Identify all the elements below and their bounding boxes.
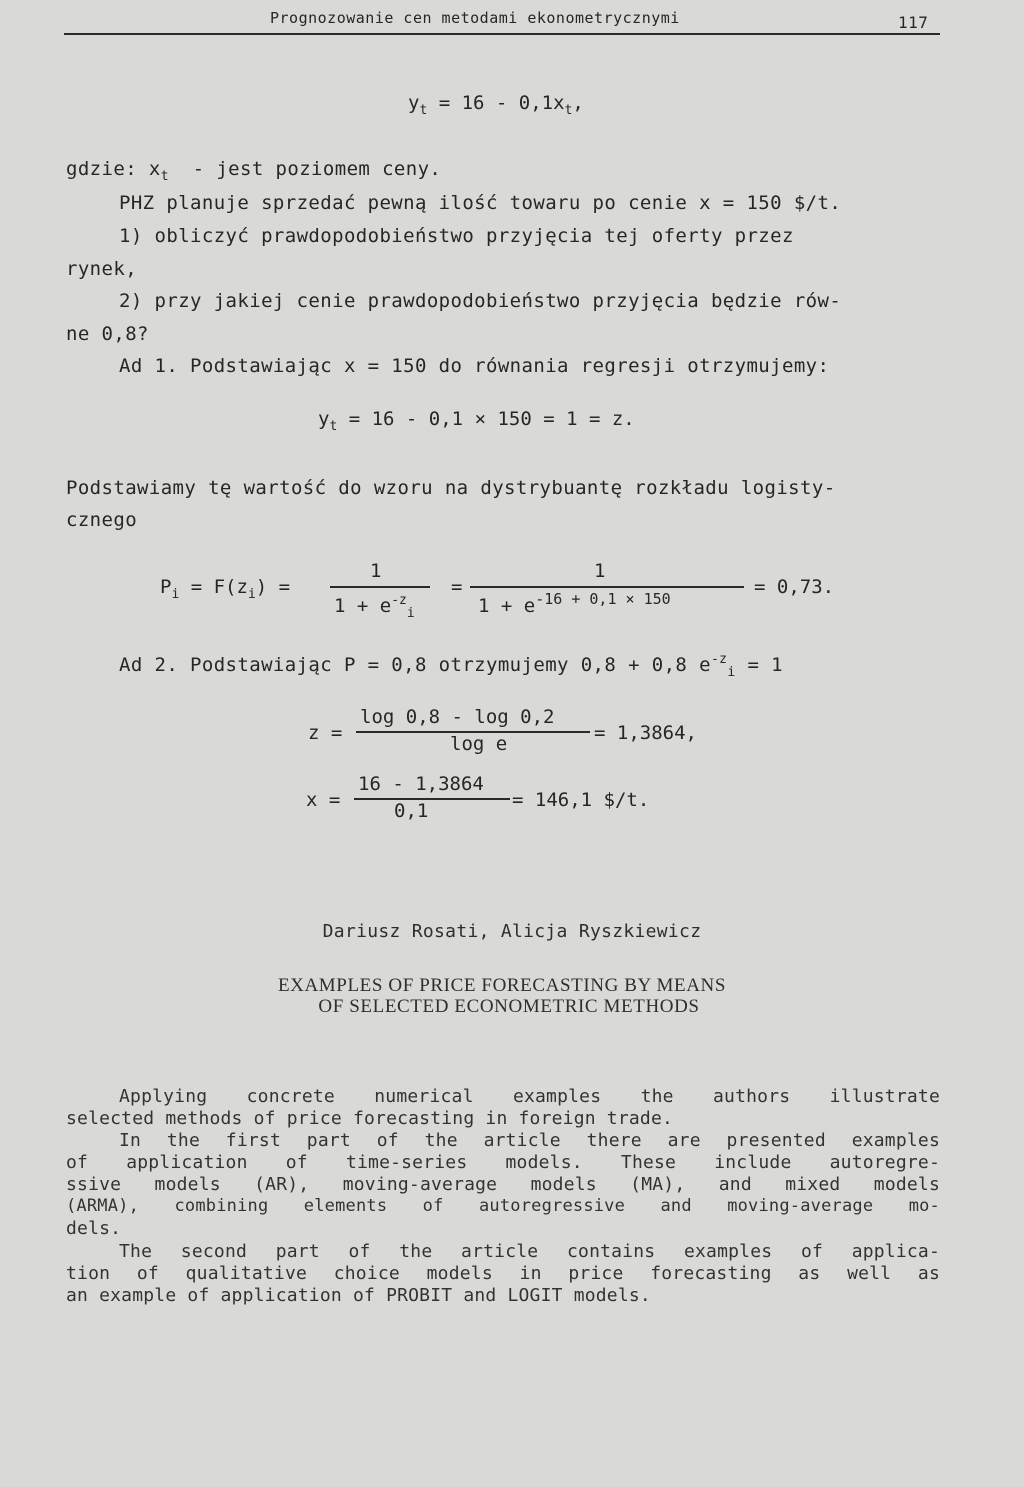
summary-title-line-1: EXAMPLES OF PRICE FORECASTING BY MEANS bbox=[277, 975, 727, 996]
fraction-1-bar bbox=[330, 586, 430, 588]
equation-5-numerator: 16 - 1,3864 bbox=[358, 773, 484, 795]
abstract-line: an example of application of PROBIT and LOGIT models. bbox=[66, 1285, 651, 1306]
equation-5-bar bbox=[354, 798, 510, 800]
fraction-2-denominator: $1 + e^{-16 + 0,1 \times 150}$ bbox=[478, 590, 671, 617]
equation-4-result: = 1,3864, bbox=[594, 722, 697, 744]
page-number: 117 bbox=[898, 13, 929, 32]
abstract-line: of application of time-series models. These include autoregre- bbox=[66, 1152, 940, 1173]
equation-5-result: = 146,1 $/t. bbox=[512, 789, 650, 811]
abstract-line: In the first part of the article there are presented examples bbox=[119, 1130, 940, 1151]
fraction-1-numerator: 1 bbox=[370, 560, 382, 582]
equation-2: $y_t = 16 - 0,1 \times 150 = 1 = z$. bbox=[318, 408, 635, 434]
header-rule bbox=[64, 33, 940, 35]
answer-2-intro: Ad 2. Podstawiając P = 0,8 otrzymujemy 0,8 + 0,8 $e^{-z}_i = 1$ bbox=[119, 652, 784, 680]
fraction-2-numerator: 1 bbox=[594, 560, 606, 582]
question-2-line-2: ne 0,8? bbox=[66, 323, 149, 345]
equation-1: $y_t = 16 - 0,1x_t$, bbox=[408, 92, 584, 118]
paragraph-logistic-line-1: Podstawiamy tę wartość do wzoru na dystrybuantę rozkładu logisty- bbox=[66, 477, 836, 499]
question-2-line-1: 2) przy jakiej cenie prawdopodobieństwo przyjęcia będzie rów- bbox=[119, 290, 842, 312]
equals-sign: = bbox=[451, 576, 463, 598]
abstract-line: dels. bbox=[66, 1218, 122, 1239]
abstract-line: (ARMA), combining elements of autoregressive and moving-average mo- bbox=[66, 1196, 940, 1216]
fraction-2-bar bbox=[470, 586, 744, 588]
paragraph-phz: PHZ planuje sprzedać pewną ilość towaru po cenie x = 150 $/t. bbox=[119, 192, 842, 214]
question-1-line-2: rynek, bbox=[66, 258, 138, 280]
running-title: Prognozowanie cen metodami ekonometrycznymi bbox=[270, 9, 680, 27]
answer-1-intro: Ad 1. Podstawiając x = 150 do równania regresji otrzymujemy: bbox=[119, 355, 830, 377]
equation-4-numerator: log 0,8 - log 0,2 bbox=[360, 706, 555, 728]
equation-3-result: = 0,73. bbox=[754, 576, 835, 598]
where-clause: gdzie: $x_t$ - jest poziomem ceny. bbox=[66, 158, 442, 184]
abstract-line: Applying concrete numerical examples the authors illustrate bbox=[119, 1086, 940, 1107]
summary-authors: Dariusz Rosati, Alicja Ryszkiewicz bbox=[322, 921, 702, 942]
equation-4-denominator: log e bbox=[450, 733, 508, 755]
abstract-line: The second part of the article contains examples of applica- bbox=[119, 1241, 940, 1262]
abstract-line: tion of qualitative choice models in price forecasting as well as bbox=[66, 1263, 940, 1284]
abstract-line: ssive models (AR), moving-average models (MA), and mixed models bbox=[66, 1174, 940, 1195]
equation-4-lhs: z = bbox=[308, 722, 343, 744]
abstract-line: selected methods of price forecasting in foreign trade. bbox=[66, 1108, 674, 1129]
summary-title-line-2: OF SELECTED ECONOMETRIC METHODS bbox=[318, 996, 700, 1017]
paragraph-logistic-line-2: cznego bbox=[66, 509, 138, 531]
equation-3-lhs: $P_i = F(z_i)$ = bbox=[160, 576, 291, 602]
fraction-1-denominator: $1 + e^{-z}_i$ bbox=[334, 593, 415, 621]
equation-5-denominator: 0,1 bbox=[394, 800, 429, 822]
question-1-line-1: 1) obliczyć prawdopodobieństwo przyjęcia tej oferty przez bbox=[119, 225, 794, 247]
equation-5-lhs: x = bbox=[306, 789, 341, 811]
